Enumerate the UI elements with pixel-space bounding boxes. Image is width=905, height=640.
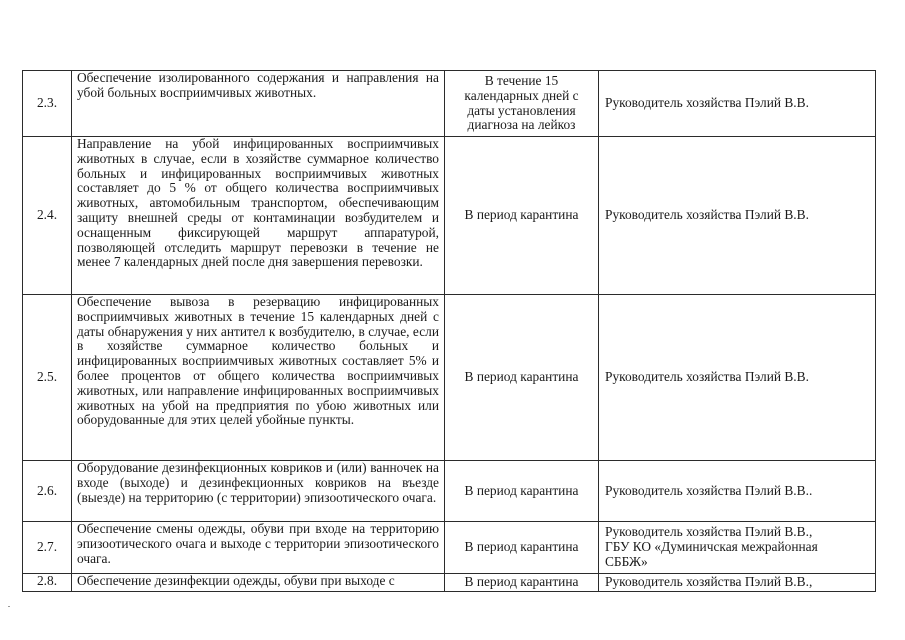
table-row: [23, 137, 876, 295]
scan-speck: [8, 606, 10, 607]
deadline-line: В период карантина: [464, 369, 579, 385]
responsible-line: Руководитель хозяйства Пэлий В.В.,: [605, 574, 813, 590]
responsible-line: Руководитель хозяйства Пэлий В.В.: [605, 95, 809, 111]
responsible-line: Руководитель хозяйства Пэлий В.В..: [605, 482, 813, 498]
row-number: 2.7.: [23, 522, 72, 574]
table-row: [23, 522, 876, 574]
table-row: [23, 295, 876, 461]
row-number: 2.5.: [23, 295, 72, 461]
deadline-line: В период карантина: [464, 207, 579, 223]
deadline-line: даты установления: [467, 102, 576, 118]
table-row: [23, 71, 876, 137]
measures-table: [22, 70, 876, 592]
responsible-cell: [599, 71, 876, 137]
deadline-cell: [445, 461, 599, 522]
deadline-line: В период карантина: [464, 482, 579, 498]
deadline-cell: [445, 137, 599, 295]
row-number: 2.8.: [23, 574, 72, 592]
measure-text: Направление на убой инфицированных восприимчивых животных в случае, если в хозяйстве суммарное количество больных и инфицированных восприимчивых животных составляет до 5 % от общего количества восприимчивых животных, автомобильным транспортом, обеспечивающим защиту внешней среды от контаминации возбудителем и оснащенным фиксирующей маршрут аппаратурой, позволяющей отследить маршрут перевозки в течение не менее 7 календарных дней после дня завершения перевозки.: [72, 137, 445, 295]
deadline-cell: [445, 574, 599, 592]
row-number: 2.4.: [23, 137, 72, 295]
deadline-line: диагноза на лейкоз: [467, 117, 576, 133]
responsible-line: ГБУ КО «Думиничская межрайонная: [605, 539, 818, 555]
responsible-cell: [599, 522, 876, 574]
responsible-cell: [599, 137, 876, 295]
responsible-line: Руководитель хозяйства Пэлий В.В.: [605, 207, 809, 223]
measure-text: Обеспечение вывоза в резервацию инфицированных восприимчивых животных в течение 15 календарных дней с даты обнаружения у них антител к возбудителю, в случае, если в хозяйстве суммарное количество больных и инфицированных восприимчивых животных составляет 5% и более процентов от общего количества восприимчивых животных, или направление инфицированных восприимчивых животных на убой на предприятия по убою животных или оборудованные для этих целей убойные пункты.: [72, 295, 445, 461]
responsible-line: Руководитель хозяйства Пэлий В.В.,: [605, 524, 813, 540]
responsible-cell: [599, 461, 876, 522]
deadline-line: В период карантина: [464, 574, 579, 590]
measure-text: Обеспечение смены одежды, обуви при входе на территорию эпизоотического очага и выходе с территории эпизоотического очага.: [72, 522, 445, 574]
row-number: 2.6.: [23, 461, 72, 522]
deadline-line: В течение 15: [484, 72, 559, 88]
row-number: 2.3.: [23, 71, 72, 137]
responsible-cell: [599, 295, 876, 461]
deadline-line: В период карантина: [464, 539, 579, 555]
responsible-line: Руководитель хозяйства Пэлий В.В.: [605, 369, 809, 385]
deadline-cell: [445, 71, 599, 137]
responsible-line: СББЖ»: [605, 553, 648, 569]
table-row: [23, 574, 876, 592]
deadline-line: календарных дней с: [464, 87, 579, 103]
deadline-cell: [445, 522, 599, 574]
measure-text: Обеспечение изолированного содержания и направления на убой больных восприимчивых животных.: [72, 71, 445, 137]
table-row: [23, 461, 876, 522]
deadline-cell: [445, 295, 599, 461]
measure-text: Обеспечение дезинфекции одежды, обуви при выходе с: [72, 574, 445, 592]
responsible-cell: [599, 574, 876, 592]
measure-text: Оборудование дезинфекционных ковриков и (или) ванночек на входе (выходе) и дезинфекционных ковриков на въезде (выезде) на территорию (с территории) эпизоотического очага.: [72, 461, 445, 522]
